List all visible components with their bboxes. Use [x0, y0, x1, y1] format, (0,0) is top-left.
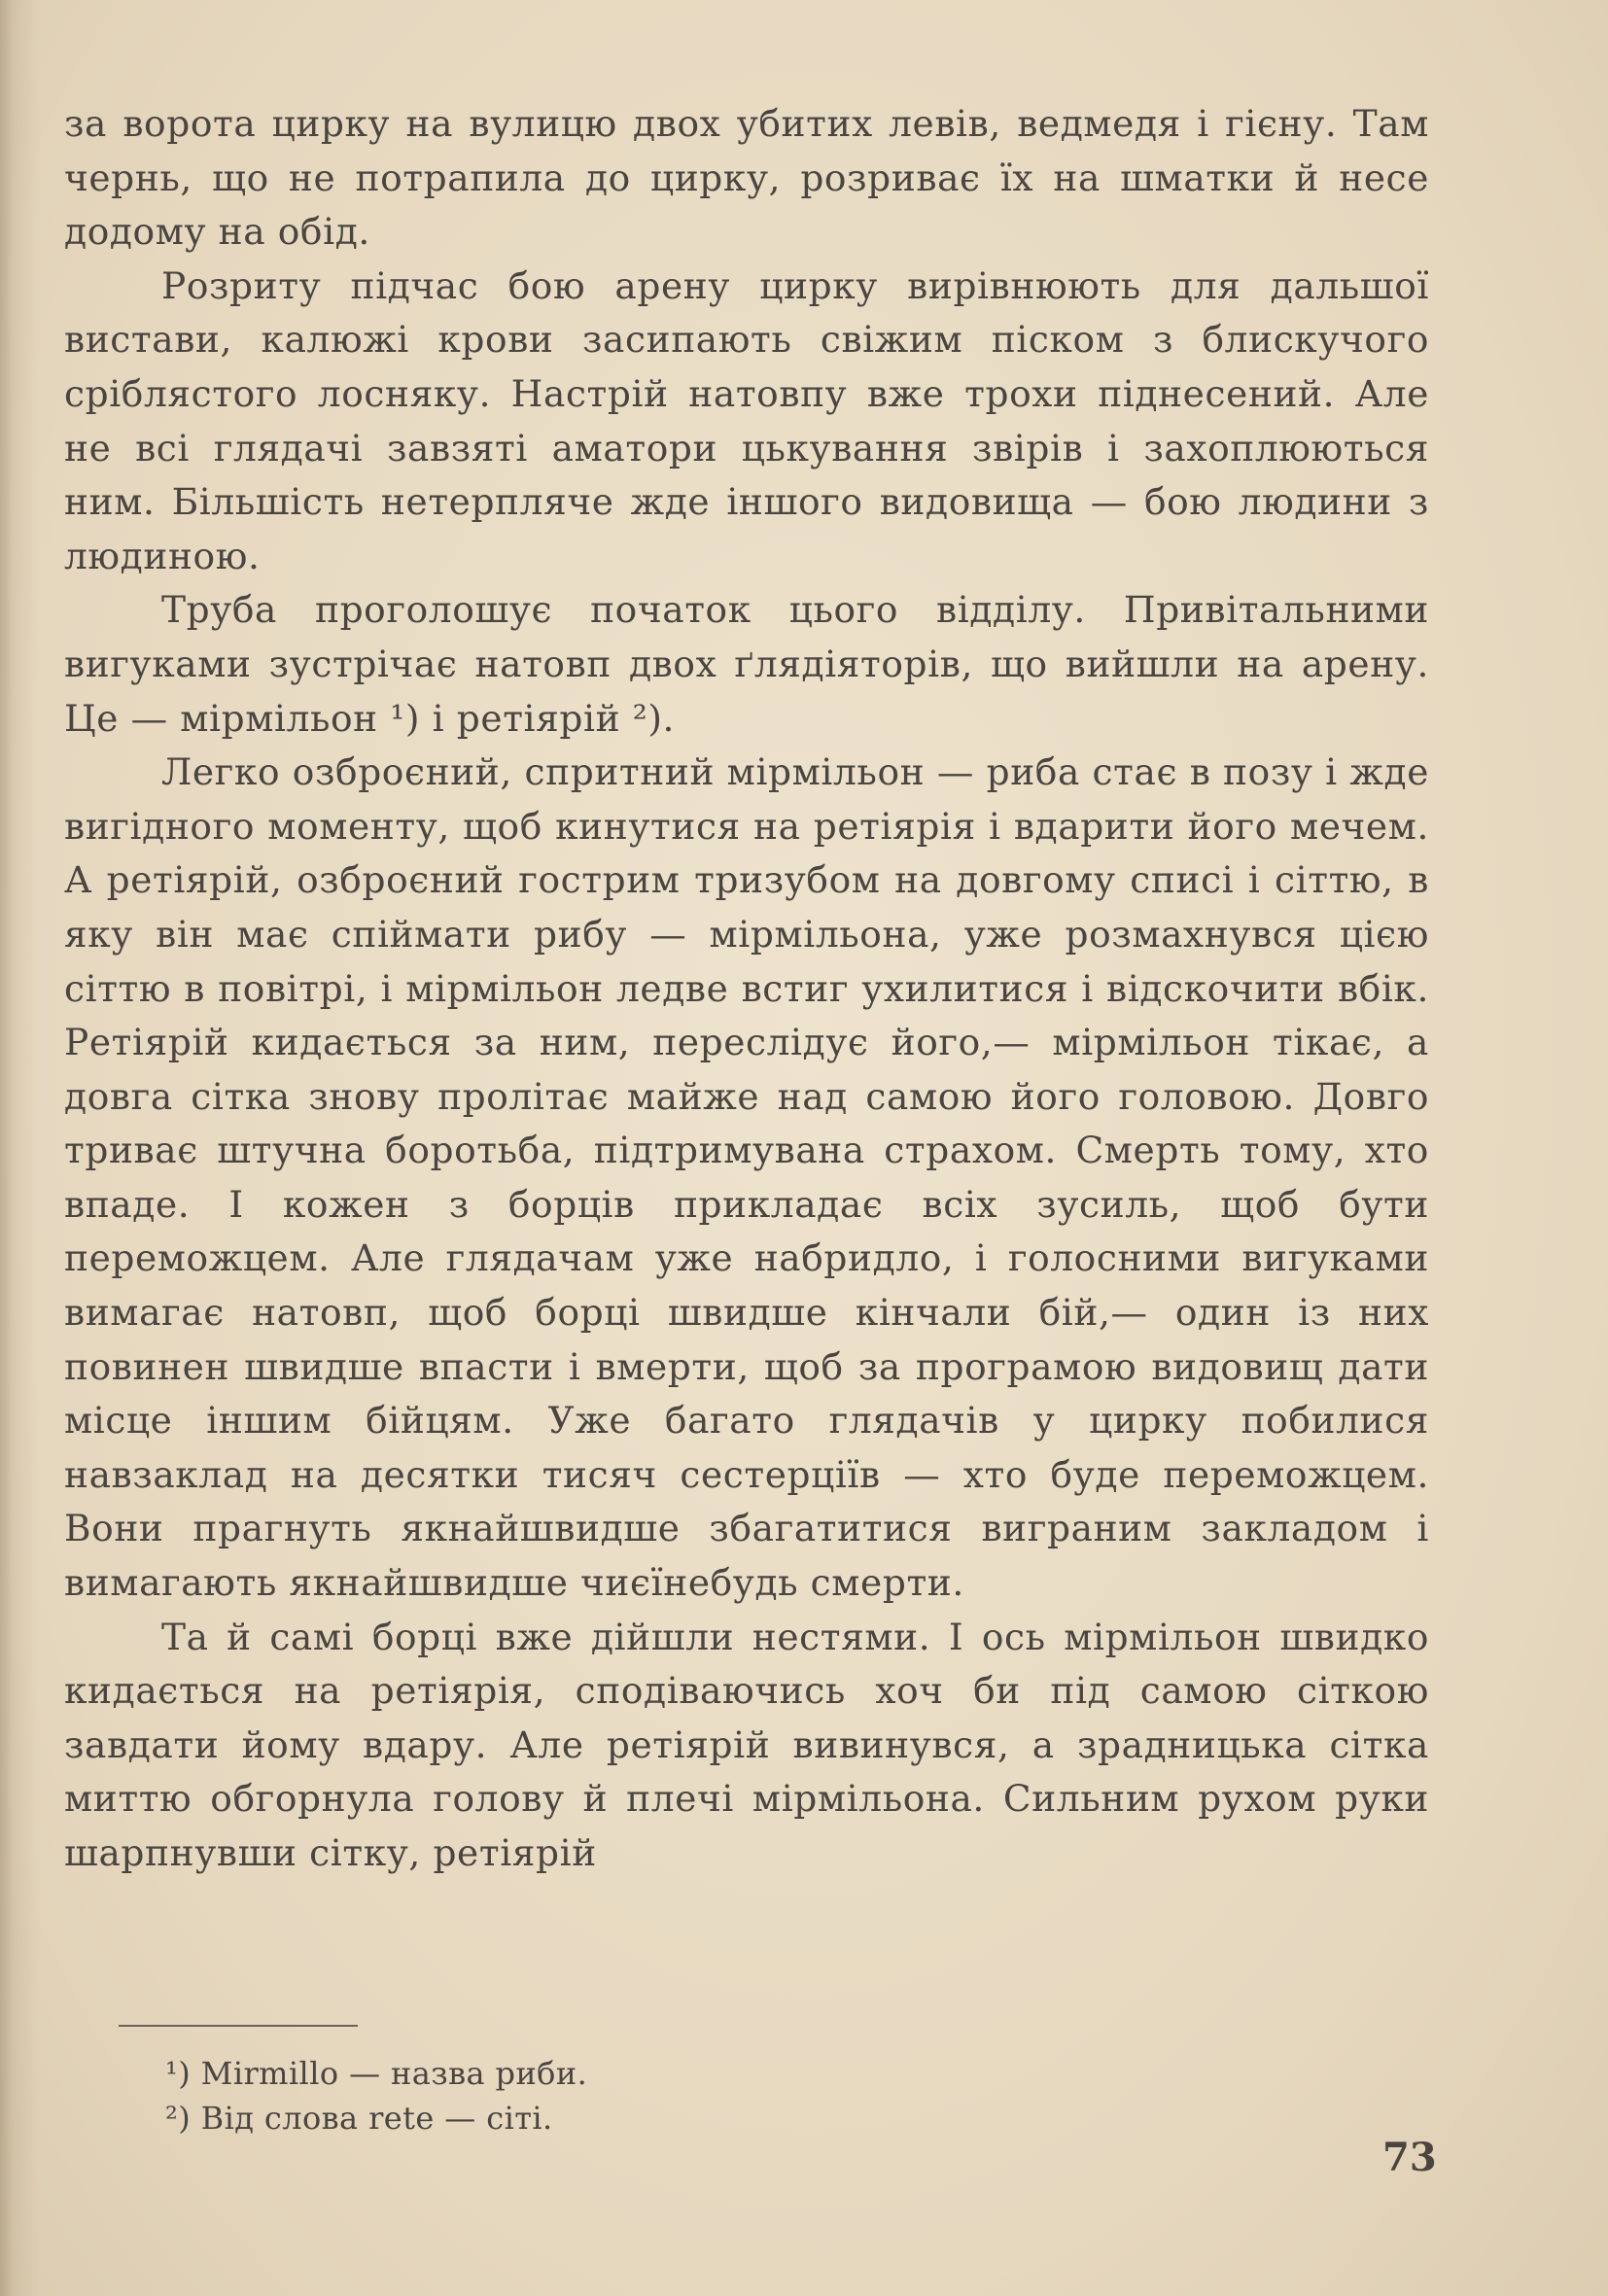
footnote-1: ¹) Mirmillo — назва риби. [165, 2055, 588, 2092]
paragraph-5: Та й самі борці вже дійшли нестями. І ось мірмільон швидко кидається на ретіярія, сподіваючись хоч би під самою сіткою завдати йому вдару. Але ретіярій вивинувся, а зрадницька сітка миттю обгорнула голову й плечі мірмільона. Сильним рухом руки шарпнувши сітку, ретіярій [64, 1615, 1429, 1874]
footnote-divider [119, 2025, 358, 2027]
paragraph-3: Труба проголошує початок цього відділу. Привітальними вигуками зустрічає натовп двох ґлядіяторів, що вийшли на арену. Це — мірмільон ¹) і ретіярій ²). [64, 588, 1429, 740]
paragraph-2: Розриту підчас бою арену цирку вирівнюють для дальшої вистави, калюжі крови засипають свіжим піском з блискучого сріблястого лосняку. Настрій натовпу вже трохи піднесений. Але не всі глядачі завзяті аматори цькування звірів і захоплюються ним. Більшість нетерпляче жде іншого видовища — бою людини з людиною. [64, 263, 1429, 577]
paragraph-1: за ворота цирку на вулицю двох убитих левів, ведмедя і гієну. Там чернь, що не потрапила до цирку, розриває їх на шматки й несе додому на обід. [64, 102, 1429, 254]
footnotes [165, 2051, 1235, 2140]
footnote-2: ²) Від слова rete — сіті. [165, 2100, 553, 2137]
page-number: 73 [1382, 2135, 1437, 2180]
main-text [64, 97, 1429, 1881]
paragraph-4: Легко озброєний, спритний мірмільон — риба стає в позу і жде вигідного моменту, щоб кинутися на ретіярія і вдарити його мечем. А ретіярій, озброєний гострим тризубом на довгому списі і сіттю, в яку він має спіймати рибу — мірмільона, уже розмахнувся цією сіттю в повітрі, і мірмільон ледве встиг ухилитися і відскочити вбік. Ретіярій кидається за ним, переслідує його,— мірмільон тікає, а довга сітка знову пролітає майже над самою його головою. Довго триває штучна боротьба, підтримувана страхом. Смерть тому, хто впаде. І кожен з борців прикладає всіх зусиль, щоб бути переможцем. Але глядачам уже набридло, і голосними вигуками вимагає натовп, щоб борці швидше кінчали бій,— один із них повинен швидше впасти і вмерти, щоб за програмою видовищ дати місце іншим бійцям. Уже багато глядачів у цирку побилися навзаклад на десятки тисяч сестерціїв — хто буде переможцем. Вони прагнуть якнайшвидше збагатитися виграним закладом і вимагають якнайшвидше чиєїнебудь смерти. [64, 750, 1429, 1605]
